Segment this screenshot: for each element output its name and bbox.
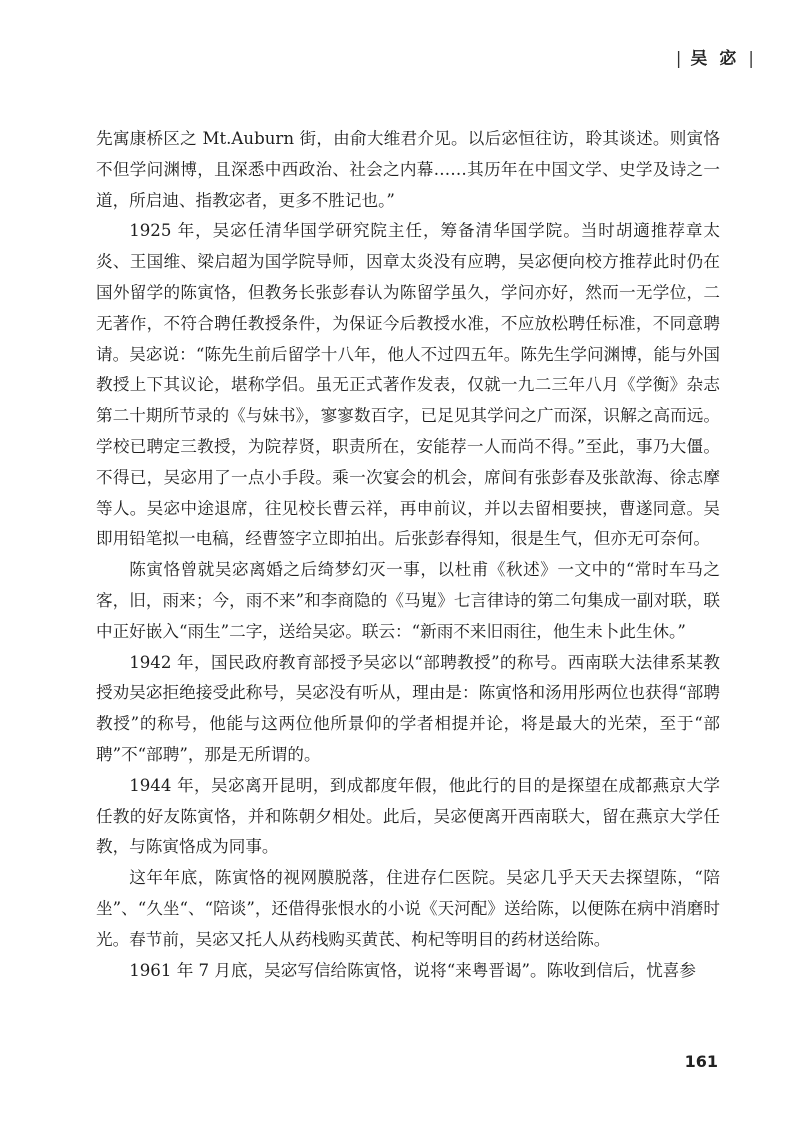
paragraph-1: 先寓康桥区之 Mt.Auburn 街，由俞大维君介见。以后宓恒往访，聆其谈述。则寅恪不但学问渊博，且深悉中西政治、社会之内幕……其历年在中国文学、史学及诗之一道，所启迪、指教宓者，更多不胜记也。” <box>96 129 720 210</box>
body-text <box>96 124 720 986</box>
paragraph-6: 这年年底，陈寅恪的视网膜脱落，住进存仁医院。吴宓几乎天天去探望陈，“陪坐”、“久坐“、“陪谈”，还借得张恨水的小说《天河配》送给陈，以便陈在病中消磨时光。春节前，吴宓又托人从药栈购买黄芪、枸杞等明目的药材送给陈。 <box>96 868 720 949</box>
paragraph-7: 1961 年 7 月底，吴宓写信给陈寅恪，说将“来粤晋谒”。陈收到信后，忧喜参 <box>129 960 696 980</box>
running-head-bar-right: | <box>748 49 754 69</box>
paragraph-4: 1942 年，国民政府教育部授予吴宓以“部聘教授”的称号。西南联大法律系某教授劝吴宓拒绝接受此称号，吴宓没有听从，理由是：陈寅恪和汤用彤两位也获得“部聘教授”的称号，他能与这两位他所景仰的学者相提并论，将是最大的光荣，至于“部聘”不“部聘”，那是无所谓的。 <box>96 652 720 764</box>
running-head <box>676 44 754 69</box>
paragraph-2: 1925 年，吴宓任清华国学研究院主任，筹备清华国学院。当时胡適推荐章太炎、王国维、梁启超为国学院导师，因章太炎没有应聘，吴宓便向校方推荐此时仍在国外留学的陈寅恪，但教务长张彭春认为陈留学虽久，学问亦好，然而一无学位，二无著作，不符合聘任教授条件，为保证今后教授水准，不应放松聘任标准，不同意聘请。吴宓说：“陈先生前后留学十八年，他人不过四五年。陈先生学问渊博，能与外国教授上下其议论，堪称学侣。虽无正式著作发表，仅就一九二三年八月《学衡》杂志第二十期所节录的《与妹书》，寥寥数百字，已足见其学问之广而深，识解之高而远。学校已聘定三教授，为院荐贤，职责所在，安能荐一人而尚不得。”至此，事乃大僵。不得已，吴宓用了一点小手段。乘一次宴会的机会，席间有张彭春及张歆海、徐志摩等人。吴宓中途退席，往见校长曹云祥，再申前议，并以去留相要挟，曹遂同意。吴即用铅笔拟一电稿，经曹签字立即拍出。后张彭春得知，很是生气，但亦无可奈何。 <box>96 221 720 549</box>
running-head-title: 吴 宓 <box>690 49 740 69</box>
paragraph-5: 1944 年，吴宓离开昆明，到成都度年假，他此行的目的是探望在成都燕京大学任教的好友陈寅恪，并和陈朝夕相处。此后，吴宓便离开西南联大，留在燕京大学任教，与陈寅恪成为同事。 <box>96 775 720 857</box>
paragraph-3: 陈寅恪曾就吴宓离婚之后绮梦幻灭一事，以杜甫《秋述》一文中的“常时车马之客，旧，雨来；今，雨不来”和李商隐的《马嵬》七言律诗的第二句集成一副对联，联中正好嵌入“雨生”二字，送给吴宓。联云：“新雨不来旧雨往，他生未卜此生休。” <box>96 560 720 641</box>
running-head-bar-left: | <box>675 49 682 69</box>
page-number: 161 <box>684 1052 718 1071</box>
